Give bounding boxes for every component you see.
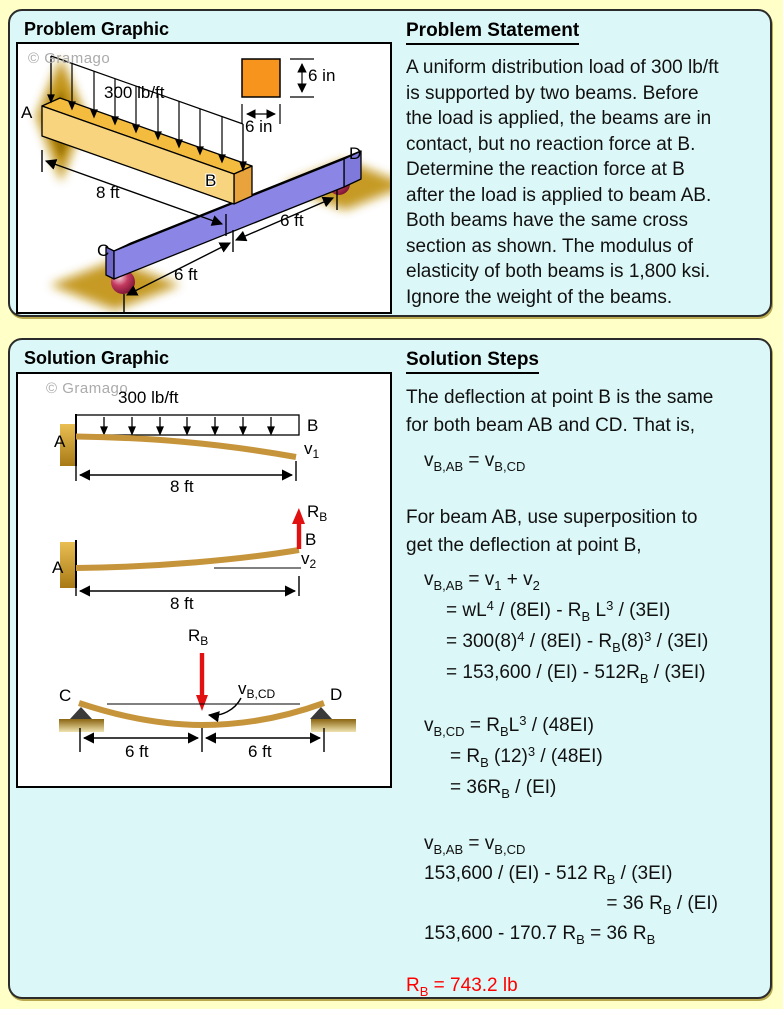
equation-line: 153,600 - 170.7 $R_B = 36$ $R_B$ xyxy=(424,923,656,947)
d2-label-a: A xyxy=(52,558,64,577)
diagram-beam-cd xyxy=(59,653,356,752)
dim-label-6ft-bd: 6 ft xyxy=(280,211,304,230)
problem-statement-title: Problem Statement xyxy=(406,20,579,45)
d3-label-c: C xyxy=(59,686,72,705)
load-label: 300 lb/ft xyxy=(118,388,179,407)
d1-dim-8ft: 8 ft xyxy=(170,477,194,496)
support-pad-d xyxy=(311,719,356,732)
d3-label-d: D xyxy=(330,685,343,704)
equation-line: = $wL^4 / (8EI) - R_B$ $L^3 / (3EI)$ xyxy=(446,598,671,624)
vbcd-pointer-arrow xyxy=(209,698,241,715)
equation-line: = $153,600 / (EI) - 512R_B / (3EI)$ xyxy=(446,662,706,686)
label-d: D xyxy=(349,144,362,163)
text-line: is supported by two beams. Before xyxy=(406,82,699,104)
rb-up-arrow xyxy=(292,508,305,549)
d3-dim-6ft-right: 6 ft xyxy=(248,742,272,761)
cross-section xyxy=(242,59,314,124)
text-line: A uniform distribution load of 300 lb/ft xyxy=(406,57,719,78)
text-line: Both beams have the same cross xyxy=(406,210,688,231)
text-line: after the load is applied to beam AB. xyxy=(406,184,712,206)
d2-dim-8ft: 8 ft xyxy=(170,594,194,613)
d1-label-a: A xyxy=(54,432,66,451)
d2-label-v2: $v_2$ xyxy=(301,549,317,571)
equation-line: 153,600 / (EI) - 512 $R_B / (3EI)$ xyxy=(424,863,673,887)
d3-label-vbcd: $v_{B,CD}$ xyxy=(238,679,276,701)
beam-ab xyxy=(42,98,252,204)
solution-graphic-title: Solution Graphic xyxy=(24,348,170,368)
equation-compatibility: $v_{B,AB} = v_{B,CD}$ xyxy=(424,450,526,474)
support-pad-c xyxy=(59,719,104,732)
text-line: contact, but no reaction force at B. xyxy=(406,133,696,155)
d2-label-b: B xyxy=(305,530,317,549)
d1-label-b: B xyxy=(307,416,319,435)
label-c: C xyxy=(97,241,110,260)
load-label: 300 lb/ft xyxy=(104,83,165,102)
deflected-beam-v1 xyxy=(76,437,296,458)
equation-group-solve xyxy=(406,829,778,949)
problem-statement-text xyxy=(406,55,778,310)
watermark: © Gramago xyxy=(28,50,111,67)
text-line: The deflection at point B is the same xyxy=(406,387,714,408)
text-line: the load is applied, the beams are in xyxy=(406,108,712,129)
dim-label-6in-width: 6 in xyxy=(245,117,273,136)
solution-steps-column xyxy=(406,349,778,1001)
deflected-beam-v2 xyxy=(76,550,299,568)
problem-graphic-title: Problem Graphic xyxy=(24,19,170,39)
equation-line: = $R_B$ $(12)^3 / (48EI)$ xyxy=(450,744,603,770)
solution-graphic-box xyxy=(16,372,392,788)
equation-line: = 36 $R_B / (EI)$ xyxy=(606,893,718,917)
equation-line: = $300(8)^4 / (8EI) - R_B(8)^3 / (3EI)$ xyxy=(446,629,709,655)
text-line: For beam AB, use superposition to xyxy=(406,507,698,528)
text-line: get the deflection at point B, xyxy=(406,535,642,556)
diagram-cantilever-load xyxy=(60,414,299,481)
diagram-cantilever-rb xyxy=(60,508,305,596)
equation-line: = $36R_B / (EI)$ xyxy=(450,777,557,801)
d3-dim-6ft-left: 6 ft xyxy=(125,742,149,761)
steps-paragraph-2 xyxy=(406,504,778,560)
problem-statement-column xyxy=(406,20,778,310)
equation-line: $v_{B,AB} = v_1 + v_2$ xyxy=(424,569,540,593)
dim-label-6in-height: 6 in xyxy=(308,66,336,85)
final-answer: $R_B = 743.2$ lb xyxy=(406,975,518,999)
equation-line: $v_{B,AB} = v_{B,CD}$ xyxy=(424,833,526,857)
equation-group-ab xyxy=(406,564,778,688)
equation-line: $v_{B,CD} = R_BL^3 / (48EI)$ xyxy=(424,713,594,739)
solution-graphic-drawing xyxy=(18,374,390,786)
text-line: Ignore the weight of the beams. xyxy=(406,286,673,308)
watermark: © Gramago xyxy=(46,380,129,397)
solution-panel xyxy=(8,338,772,999)
steps-paragraph-1 xyxy=(406,384,778,440)
text-line: elasticity of both beams is 1,800 ksi. xyxy=(406,261,711,282)
dim-label-6ft-cb: 6 ft xyxy=(174,265,198,284)
d2-label-rb: $R_B$ xyxy=(307,502,328,524)
d1-label-v1: $v_1$ xyxy=(304,439,320,461)
label-b: B xyxy=(205,171,217,190)
d3-label-rb: $R_B$ xyxy=(188,626,209,648)
problem-graphic-box xyxy=(16,42,392,314)
problem-panel xyxy=(8,9,772,317)
equation-group-cd xyxy=(406,710,778,803)
dim-label-8ft: 8 ft xyxy=(96,183,120,202)
text-line: section as shown. The modulus of xyxy=(406,235,693,257)
text-line: for both beam AB and CD. That is, xyxy=(406,415,696,436)
text-line: Determine the reaction force at B xyxy=(406,159,685,180)
rb-down-arrow xyxy=(196,653,208,711)
label-a: A xyxy=(21,103,33,122)
solution-steps-title: Solution Steps xyxy=(406,349,539,374)
